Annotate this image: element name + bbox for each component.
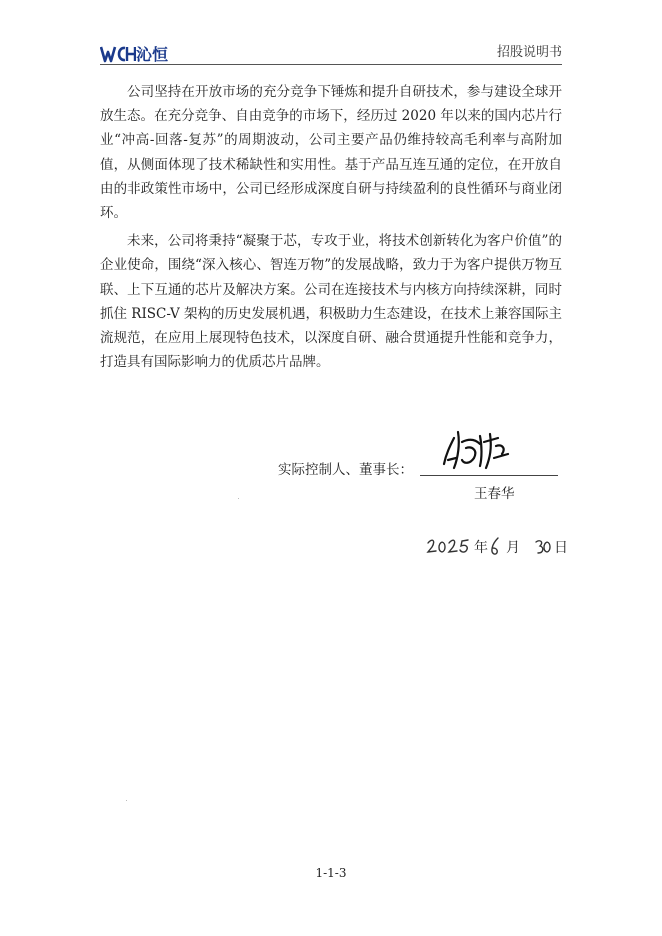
logo-chinese-name: 沁恒	[136, 45, 169, 64]
page-header	[100, 40, 562, 66]
signature-block	[278, 440, 568, 510]
signer-title-label: 实际控制人、董事长：	[278, 462, 413, 478]
date-year-label: 年	[474, 540, 488, 556]
scan-speck	[238, 498, 239, 499]
scan-speck	[126, 800, 127, 801]
paragraph-open-market: 公司坚持在开放市场的充分竞争下锤炼和提升自研技术，参与建设全球开放生态。在充分竞争、自由竞争的市场下，经历过 2020 年以来的国内芯片行业“冲高-回落-复苏”的周期波动，公司主要产品仍维持较高毛利率与高附加值，从侧面体现了技术稀缺性和实用性。基于产品互连互通的定位，在开放自由的非政策性市场中，公司已经形成深度自研与持续盈利的良性循环与商业闭环。	[100, 84, 562, 222]
page-number: 1-1-3	[315, 866, 347, 880]
date-day-label: 日	[554, 540, 568, 556]
company-logo	[100, 44, 200, 66]
signature-line	[420, 475, 558, 476]
header-divider	[100, 64, 562, 65]
paragraph-future-strategy: 未来，公司将秉持“凝聚于芯，专攻于业，将技术创新转化为客户价值”的企业使命，围绕“深入核心、智连万物”的发展战略，致力于为客户提供万物互联、上下互通的芯片及解决方案。公司在连接技术与内核方向持续深耕，同时抓住 RISC-V 架构的历史发展机遇，积极助力生态建设，在技术上兼容国际主流规范，在应用上展现特色技术，以深度自研、融合贯通提升性能和竞争力，打造具有国际影响力的优质芯片品牌。	[100, 233, 562, 371]
document-body	[100, 80, 562, 378]
handwritten-date	[426, 534, 566, 560]
document-type: 招股说明书	[496, 45, 562, 60]
wch-logo-icon	[100, 44, 136, 64]
signing-date	[426, 534, 566, 560]
signer-name: 王春华	[474, 486, 515, 502]
date-month-label: 月	[506, 540, 520, 556]
